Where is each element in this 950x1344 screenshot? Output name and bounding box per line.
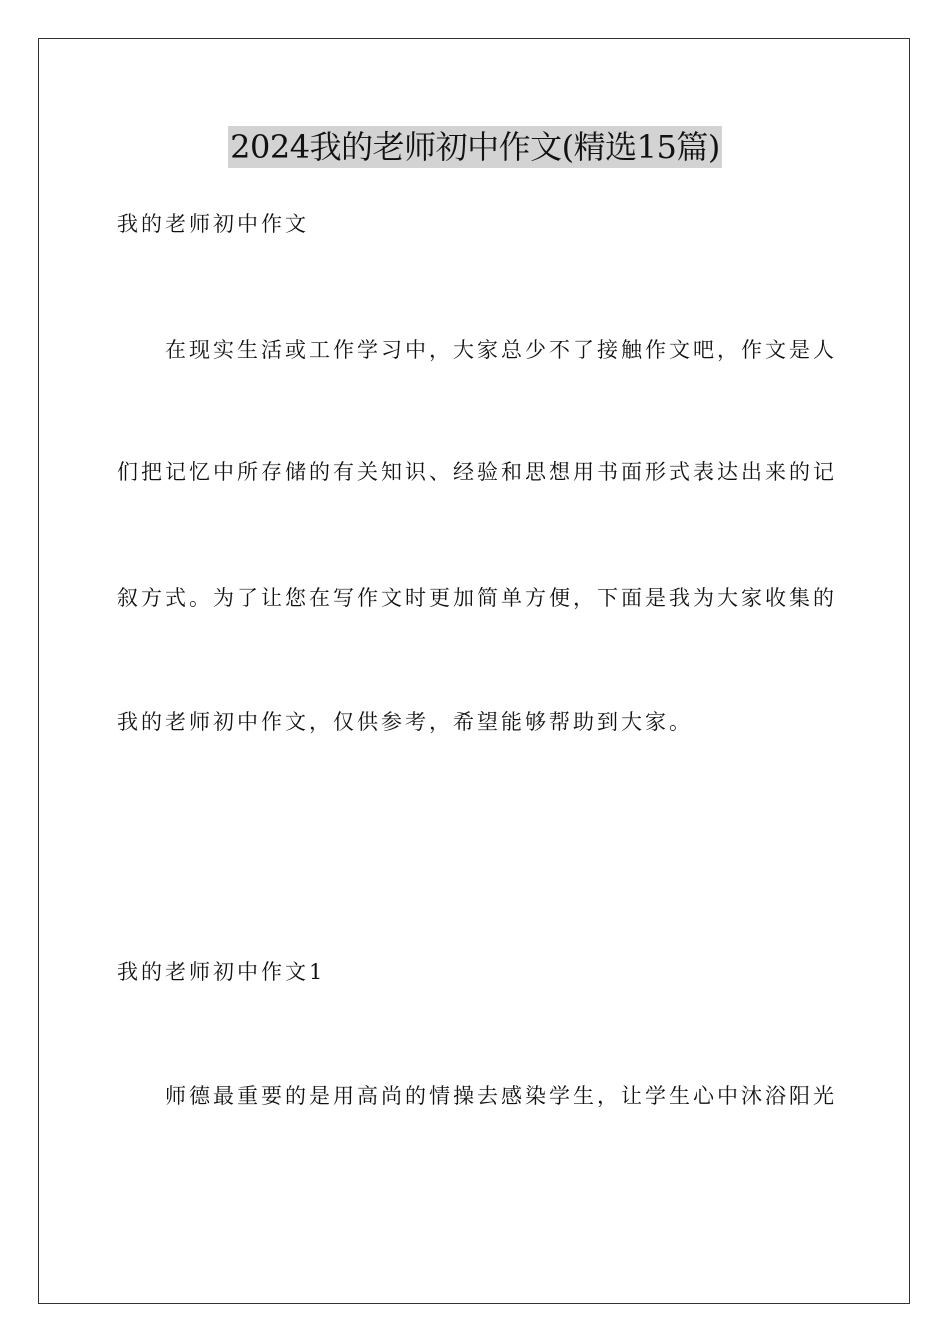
essay1-paragraph-line: 师德最重要的是用高尚的情操去感染学生，让学生心中沐浴阳光: [165, 1084, 837, 1108]
intro-paragraph-line: 我的老师初中作文，仅供参考，希望能够帮助到大家。: [117, 710, 693, 734]
document-title: 2024我的老师初中作文(精选15篇): [230, 128, 720, 166]
intro-paragraph-line: 们把记忆中所存储的有关知识、经验和思想用书面形式表达出来的记: [117, 460, 837, 484]
title-container: [0, 126, 950, 168]
intro-paragraph-line: 在现实生活或工作学习中，大家总少不了接触作文吧，作文是人: [165, 338, 837, 362]
intro-paragraph-line: 叙方式。为了让您在写作文时更加简单方便，下面是我为大家收集的: [117, 586, 837, 610]
intro-heading: 我的老师初中作文: [117, 212, 309, 236]
essay1-heading: 我的老师初中作文1: [117, 960, 326, 984]
